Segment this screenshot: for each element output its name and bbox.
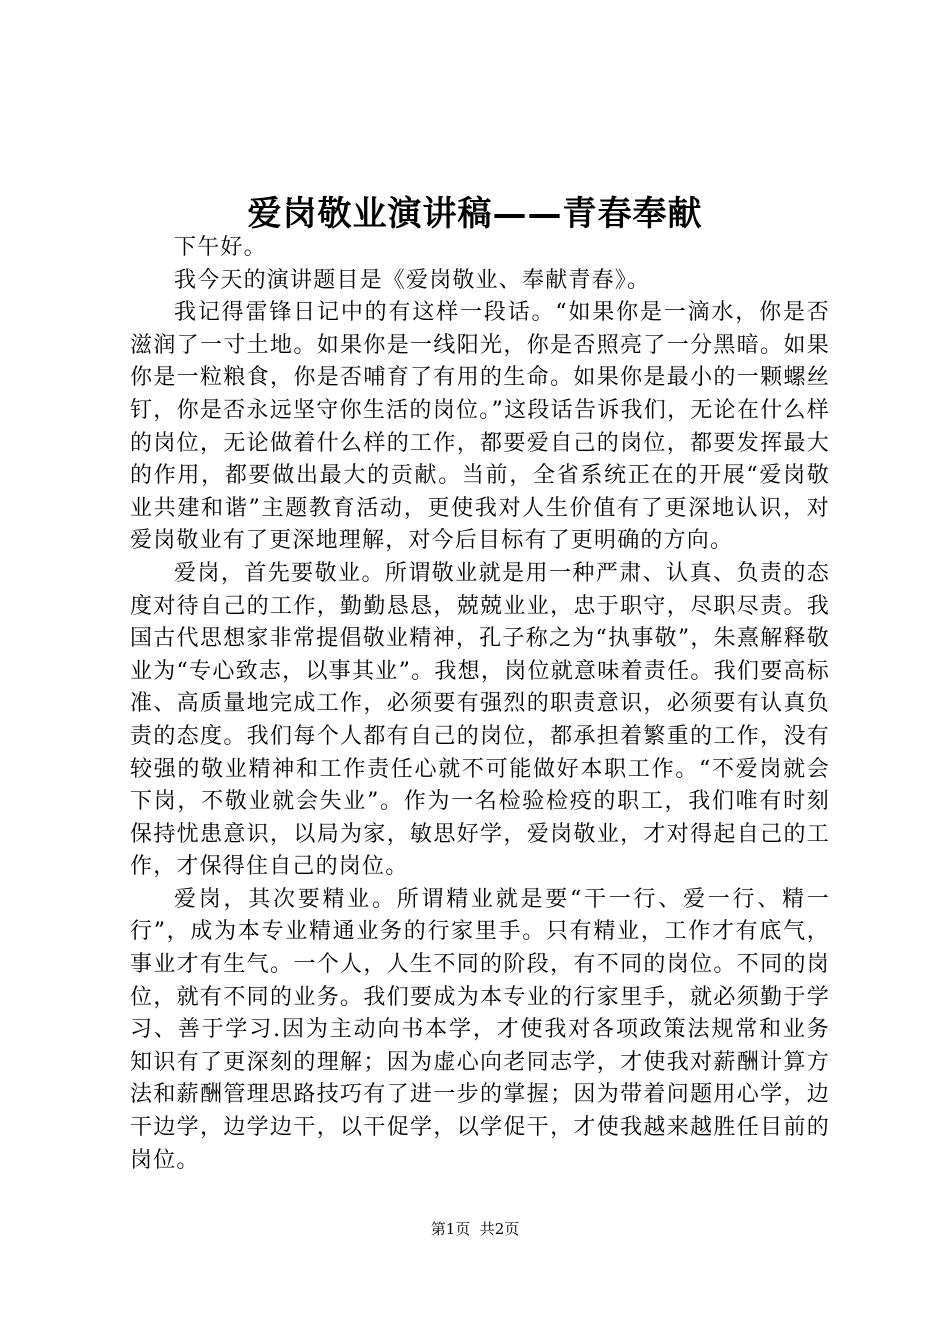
page-footer <box>0 1218 950 1239</box>
paragraph-excellence: 爱岗，其次要精业。所谓精业就是要“干一行、爱一行、精一行”，成为本专业精通业务的行家里手。只有精业，工作才有底气，事业才有生气。一个人，人生不同的阶段，有不同的岗位。不同的岗位，就有不同的业务。我们要成为本专业的行家里手，就必须勤于学习、善于学习.因为主动向书本学，才使我对各项政策法规常和业务知识有了更深刻的理解；因为虚心向老同志学，才使我对薪酬计算方法和薪酬管理思路技巧有了进一步的掌握；因为带着问题用心学，边干边学，边学边干，以干促学，以学促干，才使我越来越胜任目前的岗位。 <box>130 886 830 1173</box>
document-body <box>130 232 830 1177</box>
paragraph-leifeng-quote: 我记得雷锋日记中的有这样一段话。“如果你是一滴水，你是否滋润了一寸土地。如果你是一线阳光，你是否照亮了一分黑暗。如果你是一粒粮食，你是否哺育了有用的生命。如果你是最小的一颗螺丝钉，你是否永远坚守你生活的岗位。”这段话告诉我们，无论在什么样的岗位，无论做着什么样的工作，都要爱自己的岗位，都要发挥最大的作用，都要做出最大的贡献。当前，全省系统正在的开展“爱岗敬业共建和谐”主题教育活动，更使我对人生价值有了更深地认识，对爱岗敬业有了更深地理解，对今后目标有了更明确的方向。 <box>130 300 830 554</box>
document-title: 爱岗敬业演讲稿——青春奉献 <box>247 194 703 234</box>
paragraph-greeting: 下午好。 <box>174 235 267 260</box>
paragraph-dedication: 爱岗，首先要敬业。所谓敬业就是用一种严肃、认真、负责的态度对待自己的工作，勤勤恳恳，兢兢业业，忠于职守，尽职尽责。我国古代思想家非常提倡敬业精神，孔子称之为“执事敬”，朱熹解释敬业为“专心致志，以事其业”。我想，岗位就意味着责任。我们要高标准、高质量地完成工作，必须要有强烈的职责意识，必须要有认真负责的态度。我们每个人都有自己的岗位，都承担着繁重的工作，没有较强的敬业精神和工作责任心就不可能做好本职工作。“不爱岗就会下岗，不敬业就会失业”。作为一名检验检疫的职工，我们唯有时刻保持忧患意识，以局为家，敏思好学，爱岗敬业，才对得起自己的工作，才保得住自己的岗位。 <box>130 560 830 880</box>
paragraph-topic: 我今天的演讲题目是《爱岗敬业、奉献青春》。 <box>174 267 651 293</box>
page-number-label: 第1页 共2页 <box>430 1220 520 1238</box>
